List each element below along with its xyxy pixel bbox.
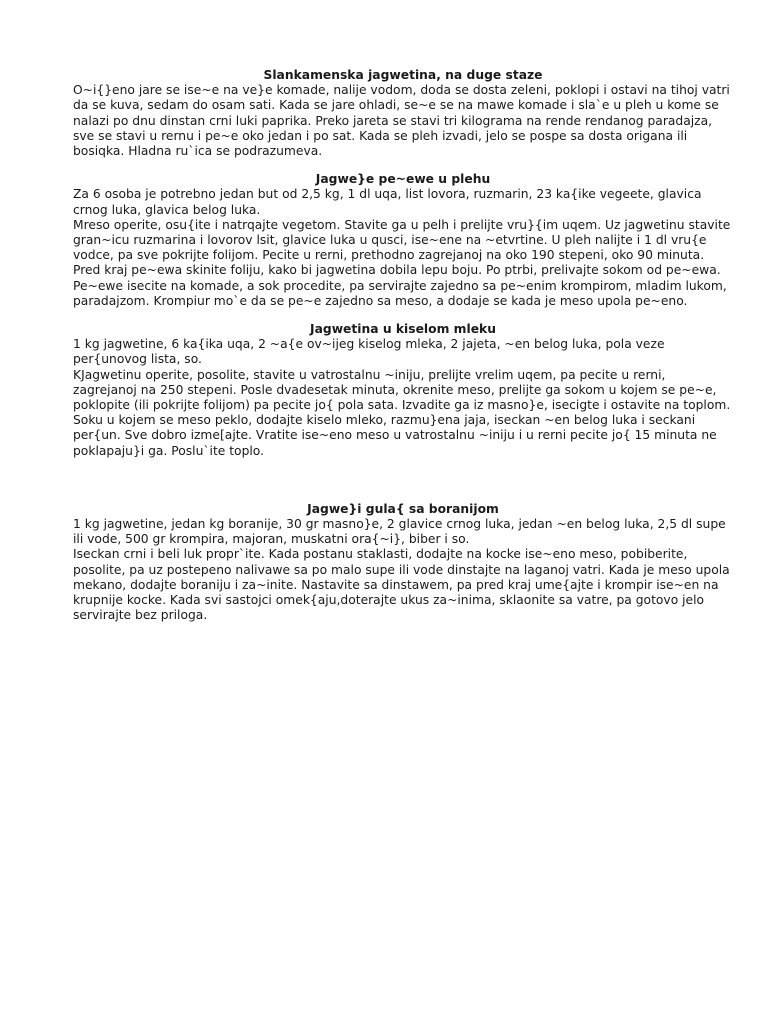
recipe-ingredients: Za 6 osoba je potrebno jedan but od 2,5 kg, 1 dl uqa, list lovora, ruzmarin, 23 ka{ike vegeete, glavica crnog luka, glavica belog luka. bbox=[73, 187, 702, 217]
recipe-paragraph: Mreso operite, osu{ite i natrqajte vegetom. Stavite ga u pelh i prelijte vru}{im uqem. Uz jagwetinu stavite gran~icu ruzmarina i lovorov lsit, glavice luka u qusci, ise~ene na ~etvrtine. U pleh nalijte i 1 dl vru{e vodce, pa sve pokrijte folijom. Pecite u rerni, prethodno zagrejanoj na oko 190 stepeni, oko 90 minuta. Pred kraj pe~ewa skinite foliju, kako bi jagwetina dobila lepu boju. Po ptrbi, prelivajte sokom od pe~ewa. Pe~ewe isecite na komade, a sok procedite, pa servirajte zajedno sa pe~enim krompirom, mladim lukom, paradajzom. Krompiur mo`e da se pe~e zajedno sa meso, a dodaje se kada je meso upola pe~eno. bbox=[73, 217, 731, 308]
recipe-title: Jagwe}e pe~ewe u plehu bbox=[315, 172, 491, 187]
recipe-section bbox=[73, 502, 733, 624]
section-spacer bbox=[73, 159, 733, 172]
recipe-paragraph: O~i{}eno jare se ise~e na ve}e komade, nalije vodom, doda se dosta zeleni, poklopi i ostavi na tihoj vatri da se kuva, sedam do osam sati. Kada se jare ohladi, se~e se na mawe komade i sla`e u pleh u kome se nalazi po dnu dinstan crni luki paprika. Preko jareta se stavi tri kilograma na rende rendanog paradajza, sve se stavi u rernu i pe~e oko jedan i po sat. Kada se pleh izvadi, jelo se pospe sa dosta origana ili bosiqka. Hladna ru`ica se podrazumeva. bbox=[73, 83, 730, 159]
recipe-ingredients: 1 kg jagwetine, 6 ka{ika uqa, 2 ~a{e ov~ijeg kiselog mleka, 2 jajeta, ~en belog luka, pola veze per{unovog lista, so. bbox=[73, 337, 665, 367]
recipe-ingredients: 1 kg jagwetine, jedan kg boranije, 30 gr masno}e, 2 glavice crnog luka, jedan ~en belog luka, 2,5 dl supe ili vode, 500 gr krompira, majoran, muskatni ora{~i}, biber i so. bbox=[73, 517, 726, 547]
recipe-section bbox=[73, 172, 733, 309]
recipe-title: Jagwe}i gula{ sa boranijom bbox=[307, 501, 499, 516]
recipe-section bbox=[73, 68, 733, 159]
recipe-paragraph: KJagwetinu operite, posolite, stavite u vatrostalnu ~iniju, prelijte vrelim uqem, pa pecite u rerni, zagrejanoj na 250 stepeni. Posle dvadesetak minuta, okrenite meso, prelijte ga sokom u kojem se pe~e, poklopite (ili pokrijte folijom) pa pecite jo{ pola sata. Izvadite ga iz masno}e, isecigte i ostavite na toplom. Soku u kojem se meso peklo, dodajte kiselo mleko, razmu}ena jaja, iseckan ~en belog luka i seckani per{un. Sve dobro izme[ajte. Vratite ise~eno meso u vatrostalnu ~iniju i u rerni pecite jo{ 15 minuta ne poklapaju}i ga. Poslu`ite toplo. bbox=[73, 367, 731, 458]
document-page bbox=[73, 68, 733, 624]
recipe-paragraph: Iseckan crni i beli luk propr`ite. Kada postanu staklasti, dodajte na kocke ise~eno meso, pobiberite, posolite, pa uz postepeno nalivawe sa po malo supe ili vode dinstajte na laganoj vatri. Kada je meso upola mekano, dodajte boraniju i za~inite. Nastavite sa dinstawem, pa pred kraj ume{ajte i krompir ise~en na krupnije kocke. Kada svi sastojci omek{aju,doterajte ukus za~inima, sklaonite sa vatre, pa gotovo jelo servirajte bez priloga. bbox=[73, 547, 730, 623]
section-spacer bbox=[73, 309, 733, 322]
section-spacer bbox=[73, 459, 733, 502]
recipe-title: Slankamenska jagwetina, na duge staze bbox=[263, 68, 543, 82]
recipe-section bbox=[73, 322, 733, 459]
recipe-title: Jagwetina u kiselom mleku bbox=[310, 322, 496, 337]
